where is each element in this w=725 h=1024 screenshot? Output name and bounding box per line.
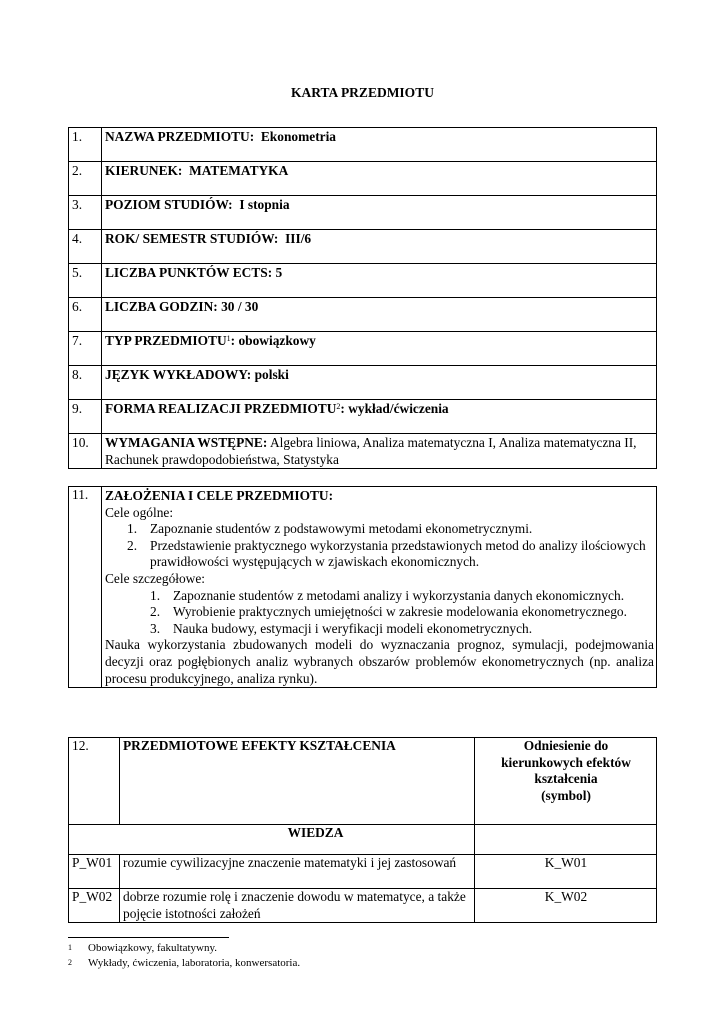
footnote-ref: 1 — [226, 334, 231, 343]
table-row — [69, 128, 657, 162]
list-text: Nauka budowy, estymacji i weryfikacji modeli ekonometrycznych. — [173, 620, 533, 636]
row-value: III/6 — [285, 231, 312, 246]
reference-heading: (symbol) — [541, 787, 591, 803]
row-number: 1. — [69, 128, 102, 162]
row-number: 6. — [69, 298, 102, 332]
list-item — [105, 538, 654, 571]
row-value: Algebra liniowa, Analiza matematyczna I, Analiza matematyczna II, Rachunek prawdopodobieństwa, Statystyka — [105, 435, 637, 467]
table-row — [69, 162, 657, 196]
goals-paragraph: Nauka wykorzystania zbudowanych modeli do wyznaczania prognoz, symulacji, podejmowania decyzji oraz pogłębionych analiz wybranych obszarów problemów ekonometrycznych (np. analiza procesu produkcyjnego, analiza rynku). — [105, 637, 654, 686]
section-heading: WIEDZA — [287, 825, 344, 840]
row-label: WYMAGANIA WSTĘPNE: — [105, 435, 268, 450]
list-number: 1. — [127, 521, 138, 537]
table-row — [69, 298, 657, 332]
table-row — [69, 738, 657, 825]
list-item — [105, 621, 654, 638]
list-item — [105, 604, 654, 621]
effect-description: dobrze rozumie rolę i znaczenie dowodu w matematyce, a także pojęcie istotności założeń — [120, 889, 475, 923]
learning-effects-table — [68, 737, 657, 923]
effect-code: P_W02 — [69, 889, 120, 923]
row-number: 10. — [69, 434, 102, 469]
row-suffix: : — [230, 333, 236, 348]
table-row — [69, 196, 657, 230]
page-title: KARTA PRZEDMIOTU — [291, 85, 434, 100]
row-label: LICZBA PUNKTÓW ECTS: — [105, 265, 273, 280]
detailed-goals-list — [105, 588, 654, 638]
row-label: KIERUNEK: — [105, 163, 183, 178]
list-number: 1. — [150, 587, 161, 603]
list-number: 2. — [150, 604, 161, 620]
general-goals-label: Cele ogólne: — [105, 504, 174, 520]
row-label: LICZBA GODZIN: — [105, 299, 218, 314]
goals-heading: ZAŁOŻENIA I CELE PRZEDMIOTU: — [105, 488, 334, 503]
effect-reference: K_W02 — [475, 889, 657, 923]
row-value: wykład/ćwiczenia — [348, 401, 449, 416]
footnote-mark: 2 — [68, 958, 72, 967]
effect-description: rozumie cywilizacyjne znaczenie matematyki i jej zastosowań — [120, 855, 475, 889]
list-item — [105, 588, 654, 605]
effect-reference: K_W01 — [475, 855, 657, 889]
footnote-separator — [68, 937, 229, 938]
detailed-goals-label: Cele szczegółowe: — [105, 570, 206, 586]
row-number: 4. — [69, 230, 102, 264]
table-row — [69, 487, 657, 688]
course-info-table — [68, 127, 657, 469]
footnote-text: Wykłady, ćwiczenia, laboratoria, konwersatoria. — [88, 957, 301, 969]
table-row — [69, 889, 657, 923]
reference-heading: Odniesienie do — [523, 738, 609, 753]
row-label: TYP PRZEDMIOTU — [105, 333, 227, 348]
list-number: 2. — [127, 537, 138, 553]
row-value: MATEMATYKA — [189, 163, 289, 178]
row-label: POZIOM STUDIÓW: — [105, 197, 233, 212]
reference-heading: kształcenia — [534, 771, 598, 787]
row-number: 12. — [69, 738, 120, 825]
general-goals-list — [105, 521, 654, 571]
table-row — [69, 400, 657, 434]
footnote-mark: 1 — [68, 943, 72, 952]
table-row — [69, 264, 657, 298]
list-item — [105, 521, 654, 538]
table-row — [69, 230, 657, 264]
row-number: 8. — [69, 366, 102, 400]
table-row — [69, 825, 657, 855]
row-number: 2. — [69, 162, 102, 196]
list-text: Zapoznanie studentów z metodami analizy i wykorzystania danych ekonomicznych. — [173, 587, 625, 603]
footnote-ref: 2 — [336, 402, 341, 411]
table-row — [69, 332, 657, 366]
row-value: 30 / 30 — [221, 299, 259, 314]
row-label: NAZWA PRZEDMIOTU: — [105, 129, 255, 144]
row-number: 3. — [69, 196, 102, 230]
effect-code: P_W01 — [69, 855, 120, 889]
table-row — [69, 366, 657, 400]
list-number: 3. — [150, 620, 161, 636]
effects-heading: PRZEDMIOTOWE EFEKTY KSZTAŁCENIA — [123, 738, 396, 753]
list-text: Wyrobienie praktycznych umiejętności w zakresie modelowania ekonometrycznego. — [173, 604, 627, 620]
row-label: FORMA REALIZACJI PRZEDMIOTU — [105, 401, 337, 416]
footnote-text: Obowiązkowy, fakultatywny. — [88, 942, 218, 954]
row-value: obowiązkowy — [238, 333, 316, 348]
row-number: 5. — [69, 264, 102, 298]
footnotes — [68, 941, 300, 971]
table-row — [69, 434, 657, 469]
list-text: Zapoznanie studentów z podstawowymi metodami ekonometrycznymi. — [150, 521, 533, 537]
table-row — [69, 855, 657, 889]
row-label: ROK/ SEMESTR STUDIÓW: — [105, 231, 279, 246]
row-value: 5 — [275, 265, 283, 280]
footnote — [68, 956, 300, 971]
row-value: I stopnia — [239, 197, 290, 212]
row-suffix: : — [340, 401, 345, 416]
reference-heading: kierunkowych efektów — [501, 754, 631, 770]
row-value: polski — [254, 367, 289, 382]
row-value: Ekonometria — [260, 129, 337, 144]
row-number: 11. — [69, 487, 102, 688]
row-number: 9. — [69, 400, 102, 434]
row-label: JĘZYK WYKŁADOWY: — [105, 367, 252, 382]
goals-table — [68, 486, 657, 688]
row-number: 7. — [69, 332, 102, 366]
footnote — [68, 941, 300, 956]
list-text: Przedstawienie praktycznego wykorzystania przedstawionych metod do analizy ilościowych prawidłowości występujących w zjawiskach ekonomicznych. — [150, 537, 646, 570]
